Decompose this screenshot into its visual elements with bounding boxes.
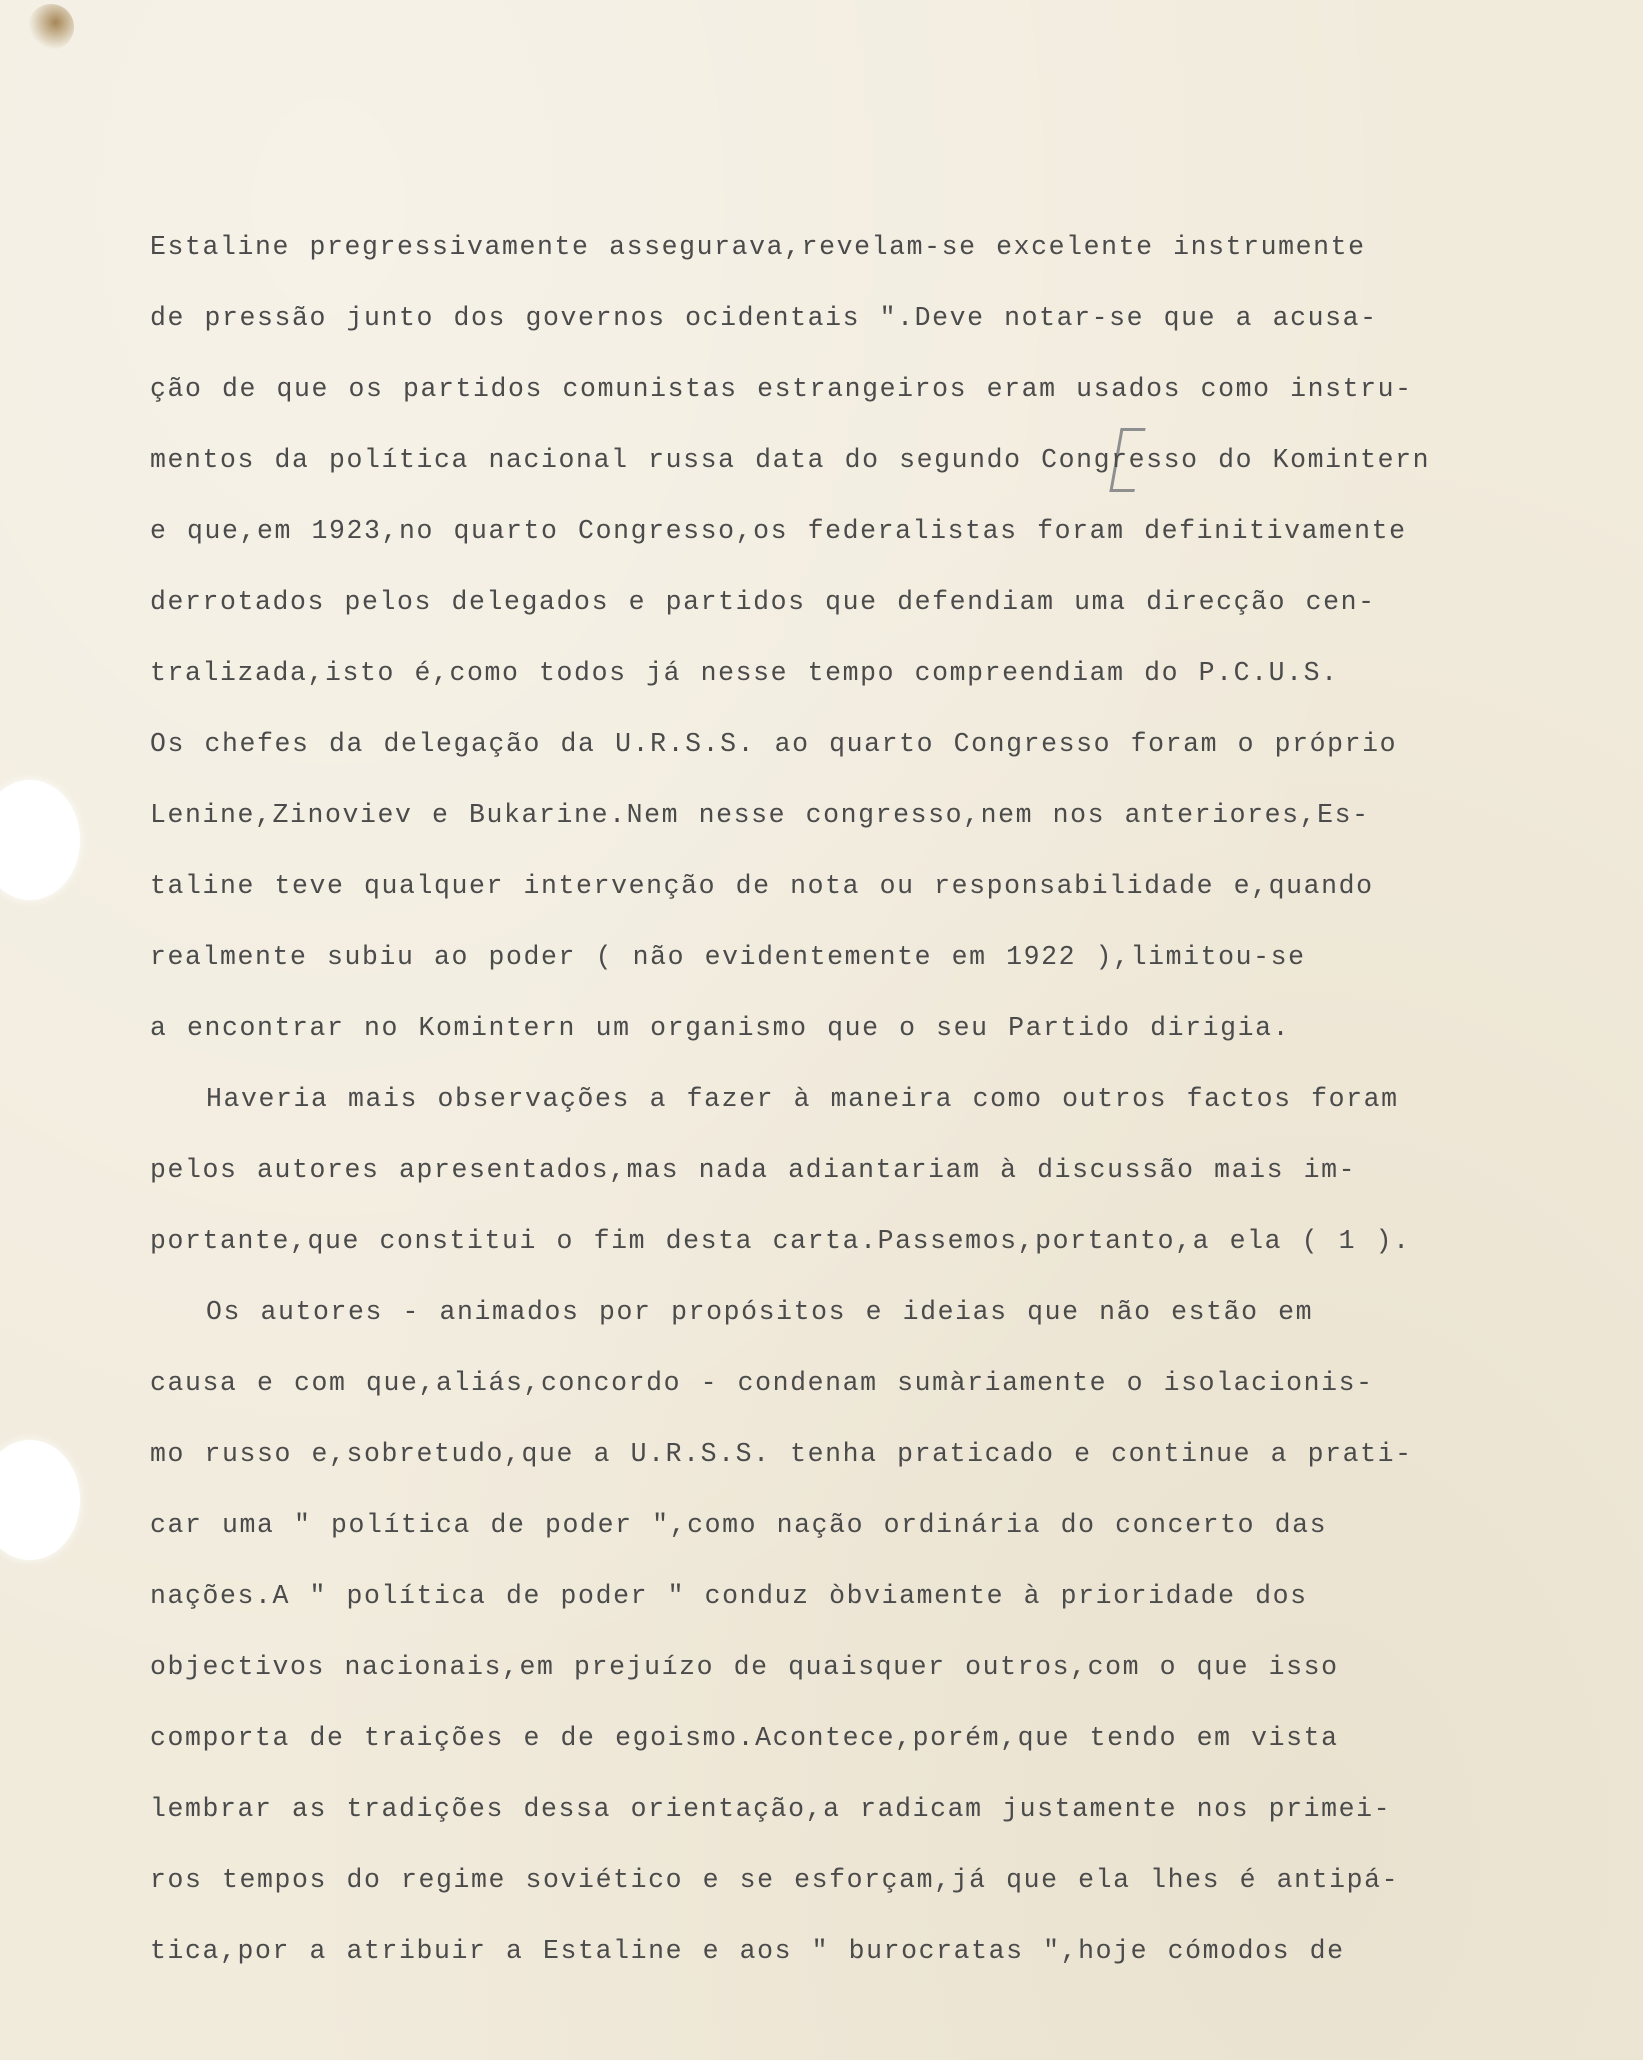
text-line: comporta de traições e de egoismo.Acontece,porém,que tendo em vista: [150, 1723, 1339, 1753]
text-line: pelos autores apresentados,mas nada adiantariam à discussão mais im-: [150, 1155, 1357, 1185]
body-text: [150, 217, 1570, 1992]
text-line: de pressão junto dos governos ocidentais ".Deve notar-se que a acusa-: [150, 303, 1378, 333]
text-line: taline teve qualquer intervenção de nota ou responsabilidade e,quando: [150, 871, 1374, 901]
text-line: objectivos nacionais,em prejuízo de quaisquer outros,com o que isso: [150, 1652, 1339, 1682]
paragraph-start-line: Haveria mais observações a fazer à maneira como outros factos foram: [206, 1084, 1399, 1114]
text-line: mentos da política nacional russa data do segundo Congresso do Komintern: [150, 445, 1431, 475]
text-line: ros tempos do regime soviético e se esforçam,já que ela lhes é antipá-: [150, 1865, 1400, 1895]
punch-hole-lower: [0, 1440, 80, 1560]
text-line: causa e com que,aliás,concordo - condenam sumàriamente o isolacionis-: [150, 1368, 1374, 1398]
text-line: e que,em 1923,no quarto Congresso,os federalistas foram definitivamente: [150, 516, 1407, 546]
text-line: car uma " política de poder ",como nação ordinária do concerto das: [150, 1510, 1328, 1540]
text-line: ção de que os partidos comunistas estrangeiros eram usados como instru-: [150, 374, 1413, 404]
text-line: Os chefes da delegação da U.R.S.S. ao quarto Congresso foram o próprio: [150, 729, 1398, 759]
text-line: realmente subiu ao poder ( não evidentemente em 1922 ),limitou-se: [150, 942, 1306, 972]
text-line: tica,por a atribuir a Estaline e aos " burocratas ",hoje cómodos de: [150, 1936, 1345, 1966]
text-line: Lenine,Zinoviev e Bukarine.Nem nesse congresso,nem nos anteriores,Es-: [150, 800, 1370, 830]
text-line: Estaline pregressivamente assegurava,revelam-se excelente instrumente: [150, 232, 1366, 262]
punch-hole-upper: [0, 780, 80, 900]
text-line: lembrar as tradições dessa orientação,a radicam justamente nos primei-: [150, 1794, 1392, 1824]
text-line: derrotados pelos delegados e partidos que defendiam uma direcção cen-: [150, 587, 1376, 617]
text-line: portante,que constitui o fim desta carta.Passemos,portanto,a ela ( 1 ).: [150, 1226, 1411, 1256]
text-line: nações.A " política de poder " conduz òbviamente à prioridade dos: [150, 1581, 1308, 1611]
text-line: tralizada,isto é,como todos já nesse tempo compreendiam do P.C.U.S.: [150, 658, 1339, 688]
text-line: mo russo e,sobretudo,que a U.R.S.S. tenha praticado e continue a prati-: [150, 1439, 1413, 1469]
text-line: a encontrar no Komintern um organismo que o seu Partido dirigia.: [150, 1013, 1291, 1043]
paragraph-start-line: Os autores - animados por propósitos e ideias que não estão em: [206, 1297, 1314, 1327]
rust-stain: [28, 4, 74, 50]
